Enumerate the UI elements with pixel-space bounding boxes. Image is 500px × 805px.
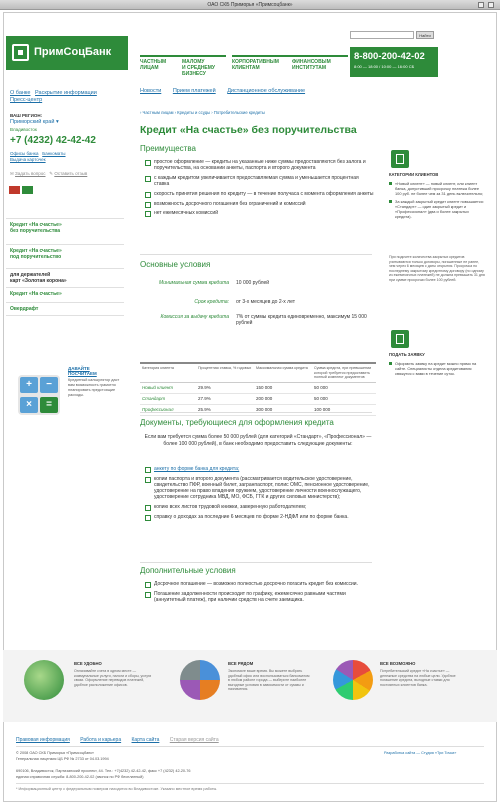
menu-overdraft[interactable]: Овердрафт: [6, 302, 124, 316]
footer-links: [16, 737, 228, 743]
table-row: [140, 404, 376, 415]
search-input[interactable]: [350, 31, 414, 39]
list-item: копии паспорта и второго документа (рассматривается водительское удостоверение, свидетельство ПФР, военный билет, загранпаспорт, полис ОМС, пенсионное удостоверение, удостоверение на право владения оружием, удостоверение личности военнослужащего, удостоверение сотрудника МВД, МО, ФСБ, ГТК и других силовых министерств);: [145, 476, 375, 501]
condition-key: Срок кредита:: [194, 299, 229, 305]
tab-news[interactable]: Новости: [140, 88, 162, 94]
condition-value: 7% от суммы кредита единовременно, максимум 15 000 рублей: [236, 314, 367, 326]
close-button[interactable]: [488, 2, 494, 8]
link-cards[interactable]: Выдача карточек: [10, 157, 46, 162]
condition-row: [140, 299, 376, 307]
col-header: Процентная ставка, % годовых: [196, 363, 254, 382]
apply-icon[interactable]: [391, 330, 409, 348]
categories-title: КАТЕГОРИИ КЛИЕНТОВ: [389, 172, 439, 177]
breadcrumb[interactable]: › Частным лицам › Кредиты и ссуды › Потребительские кредиты: [140, 110, 265, 115]
list-item: нет ежемесячных комиссий: [145, 210, 375, 216]
region-select[interactable]: [10, 119, 59, 125]
possibilities-icon: [333, 660, 373, 700]
footer-link-old-version[interactable]: Старая версия сайта: [169, 737, 219, 743]
address: 690106, Владивосток, Партизанский проспект, 44. Тел.: +7(4232) 42-42-42, факс +7 (4232) 42-20-76: [16, 769, 191, 773]
calc-text: Кредитный калькулятор даст вам возможность грамотно планировать предстоящие расходы.: [68, 378, 120, 397]
divider: [140, 412, 372, 413]
condition-row: [140, 280, 376, 294]
header-hours: 8:00 — 18:00 / 10:00 — 16:00 СБ: [354, 64, 415, 69]
list-item: скорость принятия решения по кредиту — в течение получаса с момента оформления анкеты: [145, 191, 375, 197]
condition-key: Минимальная сумма кредита: [159, 280, 229, 286]
region-value: Приморский край: [10, 119, 55, 125]
license: Генеральная лицензия ЦБ РФ № 2733 от 04.03.1994: [16, 757, 109, 761]
footer-link-careers[interactable]: Работа и карьера: [80, 737, 122, 743]
feature-title: ВСЕ РЯДОМ: [228, 661, 254, 666]
header-phone: 8-800-200-42-02: [354, 51, 425, 62]
list-item: «Новый клиент» — новый клиент, или клиент банка, допустивший просрочку платежа более 100 руб. не более чем за 31 день включительно;: [389, 181, 485, 196]
cell: 29.9%: [196, 382, 254, 393]
link-about[interactable]: О банке: [10, 90, 31, 96]
advantages-title: Преимущества: [140, 144, 196, 153]
list-item: простое оформление — кредиты на указанные ниже суммы предоставляются без залога и поручительства, на основании анкеты, паспорта и второго документа: [145, 159, 375, 171]
list-item: За каждый закрытый кредит клиент повышается: «Стандарт» — один закрытый кредит и «Профессионал» (два и более закрытых кредита).: [389, 199, 485, 219]
divider: [16, 783, 484, 784]
header-phone-block: [350, 47, 438, 77]
helpdesk: единая справочная служба: 8-800-200-42-02 (звонок по РФ бесплатный): [16, 775, 144, 779]
apply-block: [389, 361, 485, 379]
link-review[interactable]: Оставить отзыв: [54, 171, 88, 176]
cell: 300 000: [254, 404, 312, 415]
feature-text: Оплачивайте счета в одном месте — коммунальные услуги, налоги и сборы, услуги связи. Оформление переводов платежей, удобное расположение офисов.: [74, 669, 152, 687]
list-item: Досрочное погашение — возможно полностью досрочно погасить кредит без комиссии.: [145, 581, 375, 587]
nav-corporate[interactable]: КОРПОРАТИВНЫМ КЛИЕНТАМ: [232, 55, 292, 71]
left-phone: +7 (4232) 42-42-42: [10, 135, 96, 146]
link-offices[interactable]: Офисы банка: [10, 151, 39, 156]
documents-intro: Если вам требуется сумма более 50 000 рублей (для категорий «Стандарт», «Профессионал» — более 100 000 рублей), в банк необходимо предоставить следующие документы:: [144, 434, 372, 447]
conditions-title: Основные условия: [140, 260, 211, 269]
calc-plus-icon: +: [20, 377, 38, 393]
footer-link-sitemap[interactable]: Карта сайта: [131, 737, 160, 743]
logo[interactable]: [6, 36, 128, 70]
menu-gold-crown[interactable]: для держателей карт «Золотая корона»: [6, 268, 124, 287]
condition-value: от 3-х месяцев до 2-х лет: [236, 299, 295, 305]
window-title: ОАО СКБ Приморья «Примсоцбанк»: [207, 2, 293, 8]
developer-link[interactable]: Разработка сайта — Студия «Три Точки»: [384, 751, 457, 755]
search-button[interactable]: Найти: [416, 31, 434, 39]
link-disclosure[interactable]: Раскрытие информации: [35, 90, 97, 96]
advantages-list: [145, 159, 375, 220]
application-form-link[interactable]: анкету по форме банка для кредита;: [145, 466, 375, 472]
prev-arrow-icon[interactable]: [9, 186, 20, 194]
calc-minus-icon: −: [40, 377, 58, 393]
nav-small-business[interactable]: МАЛОМУ И СРЕДНЕМУ БИЗНЕСУ: [182, 55, 226, 77]
feature-title: ВСЕ ВОЗМОЖНО: [380, 661, 416, 666]
cell: 50 000: [312, 382, 376, 393]
cell: 25.9%: [196, 404, 254, 415]
review-icon: ✎: [49, 171, 54, 176]
left-links: [10, 90, 97, 104]
table-row: [140, 382, 376, 393]
list-item: возможность досрочного погашения без ограничений и комиссий: [145, 201, 375, 207]
cell: Стандарт: [140, 393, 196, 404]
menu-with-guarantor[interactable]: Кредит «На счастье» под поручительство: [6, 244, 124, 263]
col-header: Категория клиента: [140, 363, 196, 382]
client-categories-icon: [391, 150, 409, 168]
cell: Новый клиент: [140, 382, 196, 393]
footer-link-legal[interactable]: Правовая информация: [16, 737, 70, 743]
divider: [140, 562, 372, 563]
categories-list: [389, 181, 485, 222]
extra-title: Дополнительные условия: [140, 566, 236, 575]
cell: 200 000: [254, 393, 312, 404]
calc-equals-icon: =: [40, 397, 58, 413]
tab-payments[interactable]: Прием платежей: [172, 88, 216, 94]
divider: [16, 746, 484, 747]
extra-list: [145, 581, 375, 607]
cell: 50 000: [312, 393, 376, 404]
col-header: Сумма кредита, при превышении которой требуется предоставить полный комплект документов: [312, 363, 376, 382]
logo-text: ПримСоцБанк: [34, 46, 112, 58]
cell: 100 000: [312, 404, 376, 415]
chevron-down-icon: ▾: [55, 119, 59, 125]
table-row: [140, 393, 376, 404]
sub-tabs: [140, 88, 315, 94]
condition-key: Комиссия за выдачу кредита: [160, 314, 229, 320]
city-link[interactable]: Владивосток: [10, 127, 37, 132]
link-ask[interactable]: Задать вопрос: [15, 171, 46, 176]
list-item: копию всех листов трудовой книжки, заверенную работодателем;: [145, 504, 375, 510]
nearby-icon: [180, 660, 220, 700]
documents-title: Документы, требующиеся для оформления кредита: [140, 418, 334, 427]
window-titlebar: [0, 0, 500, 10]
minimize-button[interactable]: [478, 2, 484, 8]
apply-title[interactable]: ПОДАТЬ ЗАЯВКУ: [389, 352, 425, 357]
cell: Профессионал: [140, 404, 196, 415]
cell: 27.9%: [196, 393, 254, 404]
rates-table: [140, 362, 376, 416]
table-header-row: [140, 363, 376, 382]
menu-no-guarantor[interactable]: Кредит «На счастье» без поручительства: [6, 218, 124, 237]
question-icon: ✉: [10, 171, 14, 176]
categories-note: При подсчете количества закрытых кредитов учитываются только договоры, погашенные не ранее, чем через 6 месяцев с даты открытия. Просрочка по последнему закрытому кредитному договору (по одному из ежемесячных платежей) не должна превышать 31 дня при сумме просрочки более 100 рублей.: [389, 255, 485, 282]
documents-list: [145, 466, 375, 523]
divider: [140, 254, 372, 255]
calc-title[interactable]: ДАВАЙТЕ ПОСЧИТАЕМ: [68, 366, 97, 376]
feature-text: Потребительский кредит «На счастье» — денежные средства на любые цели. Удобное погашение кредита, выгодные ставки для постоянных клиентов банка.: [380, 669, 456, 687]
region-label: ВАШ РЕГИОН:: [10, 113, 43, 118]
page-title: Кредит «На счастье» без поручительства: [140, 124, 357, 136]
feature-title: ВСЕ УДОБНО: [74, 661, 102, 666]
nav-financial[interactable]: ФИНАНСОВЫМ ИНСТИТУТАМ: [292, 55, 348, 71]
logo-emblem-icon: [12, 44, 29, 61]
link-press[interactable]: Пресс-центр: [10, 97, 43, 103]
link-atms[interactable]: Банкоматы: [42, 151, 66, 156]
nav-private[interactable]: ЧАСТНЫМ ЛИЦАМ: [140, 55, 184, 71]
convenience-icon: [24, 660, 64, 700]
apply-text: Оформить заявку на кредит можно прямо на сайте. Специалисты отдела кредитования свяжутся с вами в течение суток.: [389, 361, 485, 376]
list-item: с каждым кредитом увеличивается предоставляемая сумма и уменьшается процентная ставка: [145, 175, 375, 187]
next-arrow-icon[interactable]: [22, 186, 33, 194]
menu-happiness[interactable]: Кредит «На счастье»: [6, 287, 124, 300]
list-item: справку о доходах за последние 6 месяцев по форме 2-НДФЛ или по форме банка.: [145, 514, 375, 520]
list-item: Погашение задолженности происходит по графику, ежемесячно равными частями (аннуитетный платеж), при наличии средств на счете заемщика.: [145, 591, 375, 603]
condition-row: [140, 314, 376, 328]
footnote: * Информационный центр с федеральным номером находится во Владивостоке. Указано местное время работы.: [16, 787, 218, 791]
condition-value: 10 000 рублей: [236, 280, 270, 286]
calc-multiply-icon: ×: [20, 397, 38, 413]
cell: 150 000: [254, 382, 312, 393]
copyright: © 2008 ОАО СКБ Приморья «Примсоцбанк»: [16, 751, 95, 755]
feature-text: Экономьте ваше время. Вы можете выбрать удобный офис или воспользоваться банкоматом в любом районе города — выберите наиболее выгодные условия в зависимости от суммы и назначения.: [228, 669, 310, 692]
col-header: Максимальная сумма кредита: [254, 363, 312, 382]
tab-remote[interactable]: Дистанционное обслуживание: [227, 88, 306, 94]
